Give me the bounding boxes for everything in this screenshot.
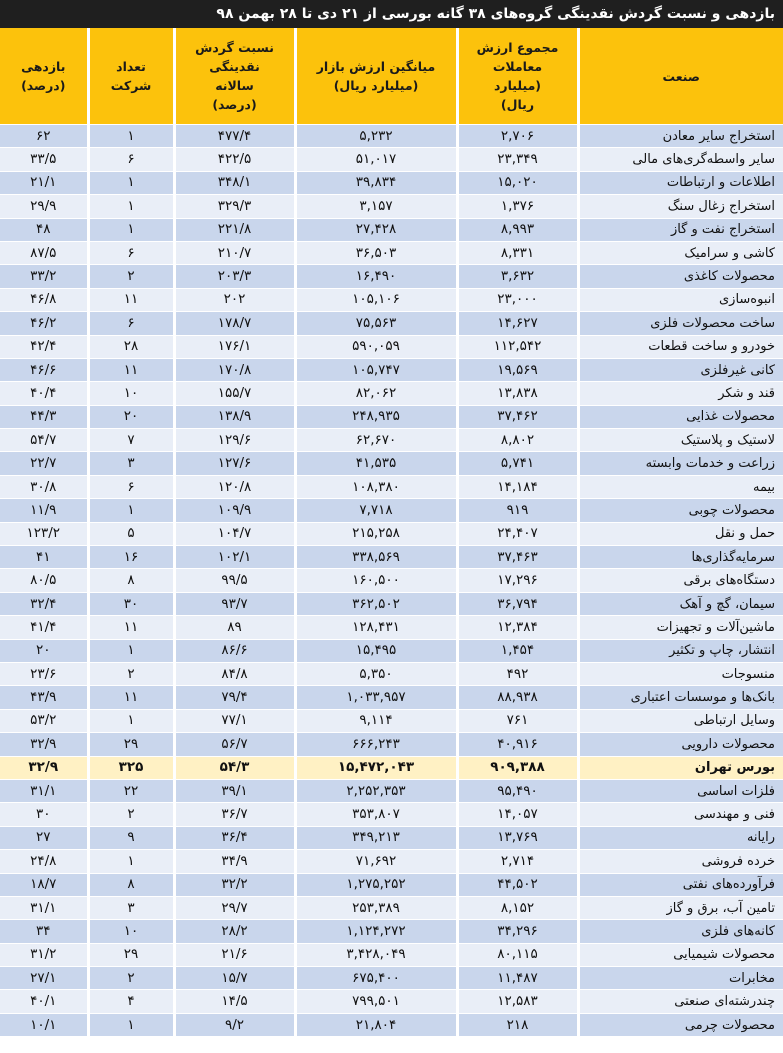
cell-industry: سایر واسطه‌گری‌های مالی bbox=[578, 148, 783, 171]
cell-industry: فرآورده‌های نفتی bbox=[578, 873, 783, 896]
cell-avg: ۹,۱۱۴ bbox=[295, 709, 457, 732]
cell-count: ۸ bbox=[88, 873, 174, 896]
cell-industry: چندرشته‌ای صنعتی bbox=[578, 990, 783, 1013]
table-row bbox=[0, 616, 783, 639]
cell-ratio: ۹۳/۷ bbox=[174, 592, 295, 615]
cell-return: ۳۱/۱ bbox=[0, 779, 88, 802]
cell-industry: سیمان، گچ و آهک bbox=[578, 592, 783, 615]
cell-count: ۱۱ bbox=[88, 288, 174, 311]
cell-avg: ۴۱,۵۳۵ bbox=[295, 452, 457, 475]
cell-avg: ۳,۱۵۷ bbox=[295, 195, 457, 218]
cell-avg: ۱۶۰,۵۰۰ bbox=[295, 569, 457, 592]
cell-ratio: ۲۱/۶ bbox=[174, 943, 295, 966]
cell-ratio: ۷۷/۱ bbox=[174, 709, 295, 732]
cell-count: ۲۲ bbox=[88, 779, 174, 802]
cell-total: ۱,۴۵۴ bbox=[457, 639, 578, 662]
header-ratio-line: (درصد) bbox=[212, 97, 257, 112]
cell-avg: ۵,۳۵۰ bbox=[295, 662, 457, 685]
cell-total: ۳۶,۷۹۴ bbox=[457, 592, 578, 615]
cell-avg: ۳۵۳,۸۰۷ bbox=[295, 803, 457, 826]
cell-avg: ۳,۴۲۸,۰۴۹ bbox=[295, 943, 457, 966]
cell-total: ۸,۳۳۱ bbox=[457, 241, 578, 264]
industry-table bbox=[0, 28, 783, 1037]
header-industry bbox=[578, 28, 783, 125]
cell-count: ۵ bbox=[88, 522, 174, 545]
cell-return: ۴۱/۴ bbox=[0, 616, 88, 639]
cell-ratio: ۱۰۴/۷ bbox=[174, 522, 295, 545]
table-row bbox=[0, 218, 783, 241]
cell-industry: لاستیک و پلاستیک bbox=[578, 429, 783, 452]
cell-industry: کانی غیرفلزی bbox=[578, 358, 783, 381]
cell-industry: وسایل ارتباطی bbox=[578, 709, 783, 732]
table-row bbox=[0, 803, 783, 826]
table-row bbox=[0, 452, 783, 475]
cell-count: ۱ bbox=[88, 125, 174, 148]
cell-count: ۱ bbox=[88, 1013, 174, 1036]
cell-return: ۳۲/۹ bbox=[0, 756, 88, 779]
cell-return: ۴۴/۳ bbox=[0, 405, 88, 428]
cell-count: ۱ bbox=[88, 709, 174, 732]
header-avg-line: (میلیارد ریال) bbox=[333, 78, 419, 93]
cell-ratio: ۱۰۲/۱ bbox=[174, 546, 295, 569]
cell-avg: ۳۳۸,۵۶۹ bbox=[295, 546, 457, 569]
cell-total: ۸,۸۰۲ bbox=[457, 429, 578, 452]
cell-count: ۶ bbox=[88, 241, 174, 264]
cell-industry: خرده فروشی bbox=[578, 850, 783, 873]
cell-industry: مخابرات bbox=[578, 967, 783, 990]
cell-total: ۸۰,۱۱۵ bbox=[457, 943, 578, 966]
table-row bbox=[0, 546, 783, 569]
cell-total: ۲۱۸ bbox=[457, 1013, 578, 1036]
header-count-line: تعداد bbox=[116, 59, 146, 74]
cell-industry: محصولات دارویی bbox=[578, 733, 783, 756]
header-total-line: (میلیارد bbox=[493, 78, 542, 93]
cell-total: ۳۷,۴۶۲ bbox=[457, 405, 578, 428]
cell-return: ۴۶/۸ bbox=[0, 288, 88, 311]
cell-total: ۱۴,۱۸۴ bbox=[457, 475, 578, 498]
cell-avg: ۱۰۸,۳۸۰ bbox=[295, 475, 457, 498]
table-row bbox=[0, 312, 783, 335]
cell-return: ۳۳/۲ bbox=[0, 265, 88, 288]
table-row bbox=[0, 826, 783, 849]
cell-return: ۲۲/۷ bbox=[0, 452, 88, 475]
table-row bbox=[0, 779, 783, 802]
cell-industry: محصولات چوبی bbox=[578, 499, 783, 522]
header-industry-label: صنعت bbox=[662, 68, 700, 84]
table-row bbox=[0, 709, 783, 732]
cell-return: ۲۹/۹ bbox=[0, 195, 88, 218]
cell-total: ۸,۹۹۳ bbox=[457, 218, 578, 241]
table-row bbox=[0, 1013, 783, 1036]
cell-avg: ۳۶,۵۰۳ bbox=[295, 241, 457, 264]
cell-total: ۴۰,۹۱۶ bbox=[457, 733, 578, 756]
cell-total: ۳۷,۴۶۳ bbox=[457, 546, 578, 569]
cell-ratio: ۸۹ bbox=[174, 616, 295, 639]
cell-ratio: ۱۲۹/۶ bbox=[174, 429, 295, 452]
cell-count: ۱ bbox=[88, 195, 174, 218]
cell-return: ۱۱/۹ bbox=[0, 499, 88, 522]
header-total-line: معاملات bbox=[492, 59, 543, 74]
cell-ratio: ۷۹/۴ bbox=[174, 686, 295, 709]
header-return-line: بازدهی bbox=[21, 59, 66, 74]
cell-count: ۲ bbox=[88, 967, 174, 990]
cell-count: ۱۰ bbox=[88, 382, 174, 405]
cell-avg: ۶۲,۶۷۰ bbox=[295, 429, 457, 452]
cell-industry: محصولات چرمی bbox=[578, 1013, 783, 1036]
cell-return: ۴۰/۱ bbox=[0, 990, 88, 1013]
cell-industry: رایانه bbox=[578, 826, 783, 849]
cell-total: ۱۴,۰۵۷ bbox=[457, 803, 578, 826]
cell-return: ۲۷/۱ bbox=[0, 967, 88, 990]
cell-count: ۲ bbox=[88, 662, 174, 685]
cell-ratio: ۳۴/۹ bbox=[174, 850, 295, 873]
cell-industry: دستگاه‌های برقی bbox=[578, 569, 783, 592]
cell-avg: ۶۷۵,۴۰۰ bbox=[295, 967, 457, 990]
cell-ratio: ۱۷۰/۸ bbox=[174, 358, 295, 381]
table-row bbox=[0, 662, 783, 685]
cell-ratio: ۳۴۸/۱ bbox=[174, 171, 295, 194]
cell-total: ۹۱۹ bbox=[457, 499, 578, 522]
table-row bbox=[0, 756, 783, 779]
cell-avg: ۶۶۶,۲۴۳ bbox=[295, 733, 457, 756]
table-row bbox=[0, 920, 783, 943]
cell-avg: ۷,۷۱۸ bbox=[295, 499, 457, 522]
header-avg bbox=[295, 28, 457, 125]
cell-avg: ۱,۰۳۳,۹۵۷ bbox=[295, 686, 457, 709]
cell-total: ۷۶۱ bbox=[457, 709, 578, 732]
cell-ratio: ۹۹/۵ bbox=[174, 569, 295, 592]
cell-count: ۱۱ bbox=[88, 358, 174, 381]
cell-total: ۵,۷۴۱ bbox=[457, 452, 578, 475]
cell-total: ۱۵,۰۲۰ bbox=[457, 171, 578, 194]
cell-ratio: ۴۷۷/۴ bbox=[174, 125, 295, 148]
cell-industry: سرمایه‌گذاری‌ها bbox=[578, 546, 783, 569]
cell-avg: ۱۲۸,۴۳۱ bbox=[295, 616, 457, 639]
cell-industry: خودرو و ساخت قطعات bbox=[578, 335, 783, 358]
cell-count: ۲ bbox=[88, 265, 174, 288]
header-return-line: (درصد) bbox=[21, 78, 66, 93]
cell-ratio: ۲۰۳/۳ bbox=[174, 265, 295, 288]
cell-avg: ۵۱,۰۱۷ bbox=[295, 148, 457, 171]
cell-ratio: ۳۹/۱ bbox=[174, 779, 295, 802]
header-count bbox=[88, 28, 174, 125]
cell-count: ۲۹ bbox=[88, 733, 174, 756]
cell-return: ۲۳/۶ bbox=[0, 662, 88, 685]
cell-ratio: ۸۴/۸ bbox=[174, 662, 295, 685]
cell-industry: اطلاعات و ارتباطات bbox=[578, 171, 783, 194]
header-count-line: شرکت bbox=[110, 78, 152, 93]
cell-return: ۴۶/۲ bbox=[0, 312, 88, 335]
cell-avg: ۳۴۹,۲۱۳ bbox=[295, 826, 457, 849]
cell-return: ۱۲۳/۲ bbox=[0, 522, 88, 545]
cell-count: ۱۶ bbox=[88, 546, 174, 569]
cell-count: ۴ bbox=[88, 990, 174, 1013]
table-row bbox=[0, 382, 783, 405]
cell-return: ۸۰/۵ bbox=[0, 569, 88, 592]
cell-ratio: ۲۲۱/۸ bbox=[174, 218, 295, 241]
cell-return: ۴۲/۴ bbox=[0, 335, 88, 358]
cell-total: ۲,۷۰۶ bbox=[457, 125, 578, 148]
cell-total: ۱۲,۵۸۳ bbox=[457, 990, 578, 1013]
cell-avg: ۷۹۹,۵۰۱ bbox=[295, 990, 457, 1013]
cell-total: ۴۴,۵۰۲ bbox=[457, 873, 578, 896]
table-row bbox=[0, 990, 783, 1013]
cell-ratio: ۸۶/۶ bbox=[174, 639, 295, 662]
table-row bbox=[0, 943, 783, 966]
cell-industry: ماشین‌آلات و تجهیزات bbox=[578, 616, 783, 639]
cell-industry: منسوجات bbox=[578, 662, 783, 685]
cell-ratio: ۱۴/۵ bbox=[174, 990, 295, 1013]
table-row bbox=[0, 499, 783, 522]
cell-total: ۱۷,۲۹۶ bbox=[457, 569, 578, 592]
cell-avg: ۷۵,۵۶۳ bbox=[295, 312, 457, 335]
cell-count: ۱ bbox=[88, 218, 174, 241]
cell-total: ۱۹,۵۶۹ bbox=[457, 358, 578, 381]
cell-total: ۹۰۹,۳۸۸ bbox=[457, 756, 578, 779]
cell-count: ۶ bbox=[88, 475, 174, 498]
cell-ratio: ۲۰۲ bbox=[174, 288, 295, 311]
table-row bbox=[0, 475, 783, 498]
cell-total: ۳,۶۳۲ bbox=[457, 265, 578, 288]
cell-ratio: ۴۲۲/۵ bbox=[174, 148, 295, 171]
cell-ratio: ۳۶/۷ bbox=[174, 803, 295, 826]
header-ratio bbox=[174, 28, 295, 125]
cell-avg: ۱۶,۴۹۰ bbox=[295, 265, 457, 288]
cell-total: ۱۳,۸۳۸ bbox=[457, 382, 578, 405]
cell-avg: ۲۱,۸۰۴ bbox=[295, 1013, 457, 1036]
table-header-row bbox=[0, 28, 783, 125]
cell-ratio: ۱۲۰/۸ bbox=[174, 475, 295, 498]
cell-industry: فنی و مهندسی bbox=[578, 803, 783, 826]
cell-count: ۲۰ bbox=[88, 405, 174, 428]
cell-ratio: ۲۹/۷ bbox=[174, 896, 295, 919]
table-row bbox=[0, 850, 783, 873]
cell-avg: ۱۰۵,۱۰۶ bbox=[295, 288, 457, 311]
cell-industry: تامین آب، برق و گاز bbox=[578, 896, 783, 919]
cell-industry: حمل و نقل bbox=[578, 522, 783, 545]
cell-count: ۳۰ bbox=[88, 592, 174, 615]
cell-return: ۴۸ bbox=[0, 218, 88, 241]
cell-industry: انتشار، چاپ و تکثیر bbox=[578, 639, 783, 662]
cell-ratio: ۵۶/۷ bbox=[174, 733, 295, 756]
cell-total: ۱,۳۷۶ bbox=[457, 195, 578, 218]
cell-industry: محصولات کاغذی bbox=[578, 265, 783, 288]
cell-count: ۶ bbox=[88, 312, 174, 335]
cell-industry: بورس تهران bbox=[578, 756, 783, 779]
cell-avg: ۳۶۲,۵۰۲ bbox=[295, 592, 457, 615]
table-row bbox=[0, 171, 783, 194]
cell-industry: استخراج نفت و گاز bbox=[578, 218, 783, 241]
cell-total: ۲۳,۰۰۰ bbox=[457, 288, 578, 311]
cell-return: ۳۲/۴ bbox=[0, 592, 88, 615]
cell-ratio: ۳۲/۲ bbox=[174, 873, 295, 896]
cell-total: ۱۲,۳۸۴ bbox=[457, 616, 578, 639]
cell-ratio: ۱۷۸/۷ bbox=[174, 312, 295, 335]
cell-ratio: ۱۲۷/۶ bbox=[174, 452, 295, 475]
table-row bbox=[0, 967, 783, 990]
cell-industry: ساخت محصولات فلزی bbox=[578, 312, 783, 335]
cell-avg: ۲۱۵,۲۵۸ bbox=[295, 522, 457, 545]
cell-return: ۳۲/۹ bbox=[0, 733, 88, 756]
cell-industry: زراعت و خدمات وابسته bbox=[578, 452, 783, 475]
cell-ratio: ۵۴/۳ bbox=[174, 756, 295, 779]
cell-return: ۳۰/۸ bbox=[0, 475, 88, 498]
cell-count: ۱ bbox=[88, 499, 174, 522]
cell-avg: ۱,۱۲۴,۲۷۲ bbox=[295, 920, 457, 943]
cell-return: ۱۰/۱ bbox=[0, 1013, 88, 1036]
cell-total: ۹۵,۴۹۰ bbox=[457, 779, 578, 802]
cell-total: ۲۳,۳۴۹ bbox=[457, 148, 578, 171]
table-row bbox=[0, 522, 783, 545]
cell-count: ۲۸ bbox=[88, 335, 174, 358]
table-row bbox=[0, 896, 783, 919]
cell-count: ۱۱ bbox=[88, 686, 174, 709]
table-row bbox=[0, 569, 783, 592]
cell-count: ۸ bbox=[88, 569, 174, 592]
cell-return: ۳۰ bbox=[0, 803, 88, 826]
table-body bbox=[0, 125, 783, 1037]
cell-avg: ۱,۲۷۵,۲۵۲ bbox=[295, 873, 457, 896]
cell-return: ۳۱/۲ bbox=[0, 943, 88, 966]
table-row bbox=[0, 195, 783, 218]
cell-industry: قند و شکر bbox=[578, 382, 783, 405]
table-row bbox=[0, 639, 783, 662]
cell-total: ۱۱,۴۸۷ bbox=[457, 967, 578, 990]
table-row bbox=[0, 686, 783, 709]
table-row bbox=[0, 733, 783, 756]
cell-industry: بیمه bbox=[578, 475, 783, 498]
cell-return: ۵۴/۷ bbox=[0, 429, 88, 452]
cell-avg: ۵,۲۳۲ bbox=[295, 125, 457, 148]
cell-count: ۳۲۵ bbox=[88, 756, 174, 779]
cell-count: ۱۱ bbox=[88, 616, 174, 639]
cell-return: ۸۷/۵ bbox=[0, 241, 88, 264]
header-ratio-line: نقدینگی bbox=[209, 59, 260, 74]
cell-total: ۲,۷۱۴ bbox=[457, 850, 578, 873]
cell-ratio: ۹/۲ bbox=[174, 1013, 295, 1036]
cell-count: ۱ bbox=[88, 171, 174, 194]
cell-avg: ۱۵,۴۷۲,۰۴۳ bbox=[295, 756, 457, 779]
table-row bbox=[0, 125, 783, 148]
cell-count: ۲ bbox=[88, 803, 174, 826]
cell-return: ۴۰/۴ bbox=[0, 382, 88, 405]
cell-industry: استخراج زغال سنگ bbox=[578, 195, 783, 218]
cell-return: ۲۱/۱ bbox=[0, 171, 88, 194]
cell-industry: بانک‌ها و موسسات اعتباری bbox=[578, 686, 783, 709]
cell-ratio: ۳۶/۴ bbox=[174, 826, 295, 849]
cell-count: ۷ bbox=[88, 429, 174, 452]
cell-avg: ۲۴۸,۹۳۵ bbox=[295, 405, 457, 428]
cell-total: ۳۴,۲۹۶ bbox=[457, 920, 578, 943]
table-row bbox=[0, 405, 783, 428]
cell-count: ۱ bbox=[88, 639, 174, 662]
cell-return: ۴۳/۹ bbox=[0, 686, 88, 709]
cell-count: ۳ bbox=[88, 452, 174, 475]
cell-industry: کاشی و سرامیک bbox=[578, 241, 783, 264]
header-ratio-line: نسبت گردش bbox=[195, 40, 274, 55]
cell-return: ۳۴ bbox=[0, 920, 88, 943]
table-row bbox=[0, 335, 783, 358]
cell-return: ۴۱ bbox=[0, 546, 88, 569]
cell-ratio: ۱۵/۷ bbox=[174, 967, 295, 990]
cell-avg: ۲,۲۵۲,۳۵۳ bbox=[295, 779, 457, 802]
table-row bbox=[0, 288, 783, 311]
cell-ratio: ۱۰۹/۹ bbox=[174, 499, 295, 522]
cell-avg: ۲۵۳,۳۸۹ bbox=[295, 896, 457, 919]
cell-industry: فلزات اساسی bbox=[578, 779, 783, 802]
cell-count: ۶ bbox=[88, 148, 174, 171]
cell-avg: ۲۷,۴۲۸ bbox=[295, 218, 457, 241]
cell-industry: کانه‌های فلزی bbox=[578, 920, 783, 943]
cell-avg: ۳۹,۸۳۴ bbox=[295, 171, 457, 194]
cell-total: ۸,۱۵۲ bbox=[457, 896, 578, 919]
cell-industry: محصولات شیمیایی bbox=[578, 943, 783, 966]
cell-avg: ۸۲,۰۶۲ bbox=[295, 382, 457, 405]
cell-industry: انبوه‌سازی bbox=[578, 288, 783, 311]
cell-total: ۴۹۲ bbox=[457, 662, 578, 685]
cell-ratio: ۳۲۹/۳ bbox=[174, 195, 295, 218]
header-total-line: ریال) bbox=[500, 97, 535, 112]
cell-total: ۱۱۲,۵۴۲ bbox=[457, 335, 578, 358]
cell-return: ۲۰ bbox=[0, 639, 88, 662]
cell-avg: ۱۵,۴۹۵ bbox=[295, 639, 457, 662]
table-row bbox=[0, 873, 783, 896]
header-total bbox=[457, 28, 578, 125]
cell-ratio: ۱۷۶/۱ bbox=[174, 335, 295, 358]
cell-count: ۳ bbox=[88, 896, 174, 919]
cell-return: ۵۳/۲ bbox=[0, 709, 88, 732]
cell-return: ۶۲ bbox=[0, 125, 88, 148]
header-total-line: مجموع ارزش bbox=[476, 40, 559, 55]
cell-total: ۱۴,۶۲۷ bbox=[457, 312, 578, 335]
cell-count: ۹ bbox=[88, 826, 174, 849]
cell-return: ۴۶/۶ bbox=[0, 358, 88, 381]
cell-return: ۳۳/۵ bbox=[0, 148, 88, 171]
cell-count: ۱ bbox=[88, 850, 174, 873]
cell-count: ۲۹ bbox=[88, 943, 174, 966]
cell-return: ۲۷ bbox=[0, 826, 88, 849]
page-title: بازدهی و نسبت گردش نقدینگی گروه‌های ۳۸ گانه بورسی از ۲۱ دی تا ۲۸ بهمن ۹۸ bbox=[0, 0, 783, 28]
cell-total: ۱۳,۷۶۹ bbox=[457, 826, 578, 849]
table-row bbox=[0, 265, 783, 288]
cell-ratio: ۲۱۰/۷ bbox=[174, 241, 295, 264]
cell-ratio: ۱۳۸/۹ bbox=[174, 405, 295, 428]
cell-avg: ۱۰۵,۷۴۷ bbox=[295, 358, 457, 381]
table-row bbox=[0, 358, 783, 381]
cell-total: ۲۴,۴۰۷ bbox=[457, 522, 578, 545]
cell-industry: استخراج سایر معادن bbox=[578, 125, 783, 148]
table-row bbox=[0, 148, 783, 171]
header-return bbox=[0, 28, 88, 125]
cell-ratio: ۱۵۵/۷ bbox=[174, 382, 295, 405]
cell-total: ۸۸,۹۳۸ bbox=[457, 686, 578, 709]
cell-return: ۲۴/۸ bbox=[0, 850, 88, 873]
cell-avg: ۵۹۰,۰۵۹ bbox=[295, 335, 457, 358]
table-row bbox=[0, 429, 783, 452]
cell-return: ۱۸/۷ bbox=[0, 873, 88, 896]
header-ratio-line: سالانه bbox=[215, 78, 254, 93]
cell-avg: ۷۱,۶۹۲ bbox=[295, 850, 457, 873]
cell-industry: محصولات غذایی bbox=[578, 405, 783, 428]
header-avg-line: میانگین ارزش بازار bbox=[316, 59, 436, 74]
table-row bbox=[0, 592, 783, 615]
cell-ratio: ۲۸/۲ bbox=[174, 920, 295, 943]
cell-return: ۳۱/۱ bbox=[0, 896, 88, 919]
cell-count: ۱۰ bbox=[88, 920, 174, 943]
table-row bbox=[0, 241, 783, 264]
